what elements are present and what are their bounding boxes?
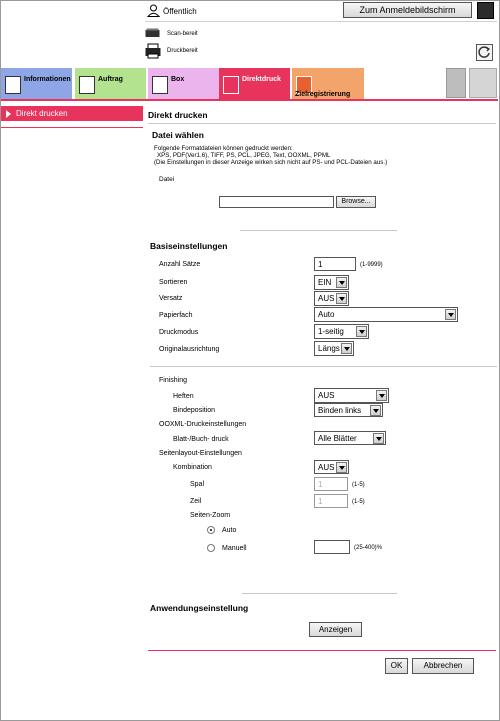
zoom-input[interactable] xyxy=(314,540,350,554)
box-icon xyxy=(152,76,168,94)
columns-input[interactable]: 1 xyxy=(314,477,348,491)
chevron-down-icon xyxy=(445,309,456,320)
sidebar-divider xyxy=(1,127,143,128)
tab-bar-underline xyxy=(1,99,498,101)
copies-range: (1-9999) xyxy=(360,262,383,268)
sort-label: Sortieren xyxy=(159,279,188,286)
info-icon xyxy=(5,76,21,94)
chevron-down-icon xyxy=(336,293,347,304)
finishing-divider xyxy=(242,593,397,594)
paper-tray-select[interactable]: Auto xyxy=(314,307,458,322)
page-title: Direkt drucken xyxy=(148,110,208,120)
file-label: Datei xyxy=(159,176,175,183)
page-zoom-label: Seiten-Zoom xyxy=(190,512,231,519)
tab-informationen[interactable]: Informationen xyxy=(1,68,72,100)
layout-title: Seitenlayout-Einstellungen xyxy=(159,450,242,457)
columns-label: Spal xyxy=(190,481,205,488)
job-icon xyxy=(79,76,95,94)
copies-label: Anzahl Sätze xyxy=(159,261,201,268)
file-section-divider xyxy=(240,230,397,231)
rows-range: (1-5) xyxy=(352,499,365,505)
ok-button[interactable]: OK xyxy=(385,658,408,674)
show-button[interactable]: Anzeigen xyxy=(309,622,362,637)
print-mode-select[interactable]: 1-seitig xyxy=(314,324,369,339)
help-icon[interactable] xyxy=(477,2,494,19)
ooxml-title: OOXML-Druckeinstellungen xyxy=(159,421,247,428)
offset-label: Versatz xyxy=(159,295,183,302)
print-mode-label: Druckmodus xyxy=(159,329,199,336)
sidebar-item-direkt-drucken[interactable] xyxy=(1,106,143,121)
scan-status: Scan-bereit xyxy=(167,31,198,37)
rows-input[interactable]: 1 xyxy=(314,494,348,508)
zoom-auto-label: Auto xyxy=(222,527,237,534)
sheet-print-select[interactable]: Alle Blätter xyxy=(314,431,386,445)
file-desc-line3: (Die Einstellungen in dieser Anzeige wirken sich nicht auf PS- und PCL-Dateien aus.) xyxy=(154,159,388,166)
header-divider xyxy=(145,21,497,22)
staple-label: Heften xyxy=(173,393,194,400)
binding-select[interactable]: Binden links xyxy=(314,403,383,417)
chevron-down-icon xyxy=(376,390,387,401)
chevron-down-icon xyxy=(341,343,352,354)
tab-direktdruck[interactable]: Direktdruck xyxy=(219,68,290,100)
user-label: Öffentlich xyxy=(163,7,197,16)
finishing-title: Finishing xyxy=(159,377,188,384)
chevron-down-icon xyxy=(356,326,367,337)
radio-dot xyxy=(210,529,212,531)
status-device-icon[interactable] xyxy=(446,68,466,98)
title-divider xyxy=(148,123,496,124)
tab-auftrag[interactable]: Auftrag xyxy=(75,68,146,100)
user-icon xyxy=(147,4,160,17)
chevron-down-icon xyxy=(370,405,381,416)
chevron-down-icon xyxy=(336,277,347,288)
footer-divider xyxy=(148,650,496,651)
chevron-down-icon xyxy=(373,433,384,444)
zoom-range: (25-400)% xyxy=(354,545,383,551)
sidebar-item-label: Direkt drucken xyxy=(16,109,68,118)
chevron-down-icon xyxy=(336,462,347,473)
copies-input[interactable]: 1 xyxy=(314,257,356,271)
file-desc-line1: Folgende Formatdateien können gedruckt werden: xyxy=(154,145,293,152)
basic-divider xyxy=(150,366,497,367)
file-section-title: Datei wählen xyxy=(152,130,204,140)
status-display-icon[interactable] xyxy=(469,68,497,98)
orientation-select[interactable]: Längs xyxy=(314,341,354,356)
columns-range: (1-5) xyxy=(352,482,365,488)
file-path-input[interactable] xyxy=(219,196,334,208)
sheet-print-label: Blatt-/Buch- druck xyxy=(173,436,229,443)
basic-settings-title: Basiseinstellungen xyxy=(150,241,228,251)
app-settings-title: Anwendungseinstellung xyxy=(150,603,249,613)
print-status: Druckbereit xyxy=(167,48,198,54)
zoom-auto-radio[interactable] xyxy=(207,526,215,534)
rows-label: Zeil xyxy=(190,498,202,505)
scanner-icon xyxy=(145,28,160,38)
zoom-manual-radio[interactable] xyxy=(207,544,215,552)
binding-label: Bindeposition xyxy=(173,407,216,414)
paper-tray-label: Papierfach xyxy=(159,312,193,319)
zoom-manual-label: Manuell xyxy=(222,545,247,552)
tab-zielregistrierung[interactable]: Zielregistrierung xyxy=(292,68,364,100)
combination-select[interactable]: AUS xyxy=(314,460,349,474)
offset-select[interactable]: AUS xyxy=(314,291,349,306)
login-screen-button[interactable]: Zum Anmeldebildschirm xyxy=(343,2,472,18)
staple-select[interactable]: AUS xyxy=(314,388,389,403)
direct-print-icon xyxy=(223,76,239,94)
arrow-right-icon xyxy=(6,110,11,118)
sort-select[interactable]: EIN xyxy=(314,275,349,290)
tab-box[interactable]: Box xyxy=(148,68,219,100)
cancel-button[interactable]: Abbrechen xyxy=(412,658,474,674)
file-desc-line2: XPS, PDF(Ver1.6), TIFF, PS, PCL, JPEG, Text, OOXML, PPML xyxy=(157,152,331,159)
combination-label: Kombination xyxy=(173,464,212,471)
orientation-label: Originalausrichtung xyxy=(159,346,220,353)
browse-button[interactable]: Browse... xyxy=(336,196,376,208)
printer-icon xyxy=(145,43,161,59)
refresh-icon[interactable] xyxy=(476,44,493,61)
